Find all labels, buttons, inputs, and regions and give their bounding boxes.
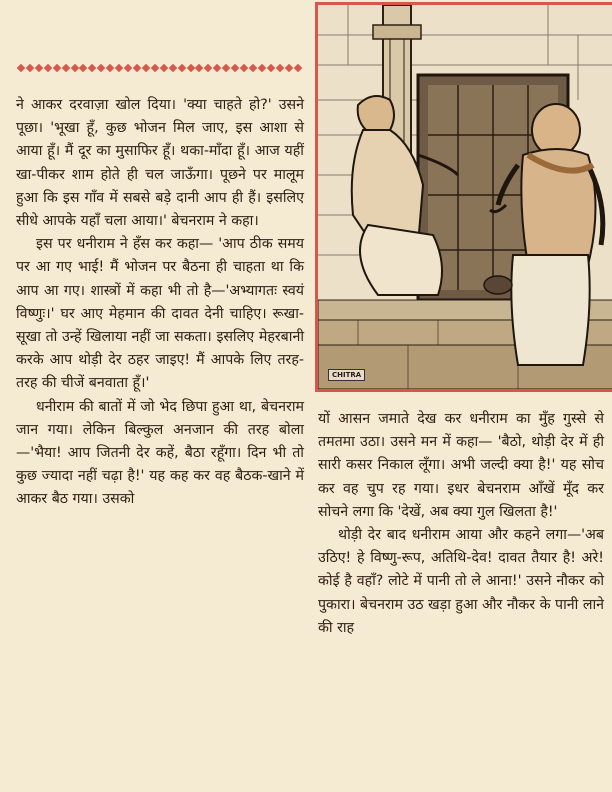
paragraph: थोड़ी देर बाद धनीराम आया और कहने लगा—'अब उठिए! हे विष्णु-रूप, अतिथि-देव! दावत तैयार है! अरे! कोई है वहाँ? लोटे में पानी तो ले आना!' उसने नौकर को पुकारा। बेचनराम उठ खड़ा हुआ और नौकर के पानी लाने की राह — [318, 527, 604, 636]
paragraph: ने आकर दरवाज़ा खोल दिया। 'क्या चाहते हो?' उसने पूछा। 'भूखा हूँ, कुछ भोजन मिल जाए, इस आशा से आया हूँ। मैं दूर का मुसाफिर हूँ। थका-माँदा हूँ। आज यहीं खा-पीकर शाम होते ही चल जाऊँगा। पूछने पर मालूम हुआ कि इस गाँव में सबसे बड़े दानी आप ही हैं। इसलिए सीधे आपके यहाँ चला आया।' बेचनराम ने कहा। — [16, 97, 304, 230]
doorway-scene-drawing — [318, 5, 612, 389]
paragraph: यों आसन जमाते देख कर धनीराम का मुँह गुस्से से तमतमा उठा। उसने मन में कहा— 'बैठो, थोड़ी देर में ही सारी कसर निकाल लूँगा। अभी जल्दी क्या है!' यह सोच कर वह चुप रह गया। इधर बेचनराम आँखें मूँद कर सोचने लगा कि 'देखें, अब क्या गुल खिलता है!' — [318, 411, 604, 520]
right-text-column — [318, 408, 604, 640]
paragraph: इस पर धनीराम ने हँस कर कहा— 'आप ठीक समय पर आ गए भाई! मैं भोजन पर बैठना ही चाहता था कि आप आ गए। शास्त्रों में कहा भी तो है—'अभ्यागतः स्वयं विष्णुः।' घर आए मेहमान की दावत देनी चाहिए। रूखा-सूखा तो उन्हें खिलाया नहीं जा सकता। इसलिए मेहरबानी करके आप थोड़ी देर ठहर जाइए! मैं आपके लिए तरह-तरह की चीजें बनवाता हूँ।' — [16, 236, 304, 392]
paragraph: धनीराम की बातों में जो भेद छिपा हुआ था, बेचनराम जान गया। लेकिन बिल्कुल अनजान की तरह बोला—'भैया! आप जितनी देर कहें, बैठा रहूँगा। दिन भी तो कुछ ज्यादा नहीं चढ़ा है!' यह कह कर वह बैठक-खाने में आकर बैठ गया। उसको — [16, 398, 304, 508]
decorative-border — [18, 63, 301, 73]
illustrator-signature: CHITRA — [328, 369, 365, 381]
story-illustration — [315, 2, 612, 392]
left-text-column — [16, 94, 304, 512]
